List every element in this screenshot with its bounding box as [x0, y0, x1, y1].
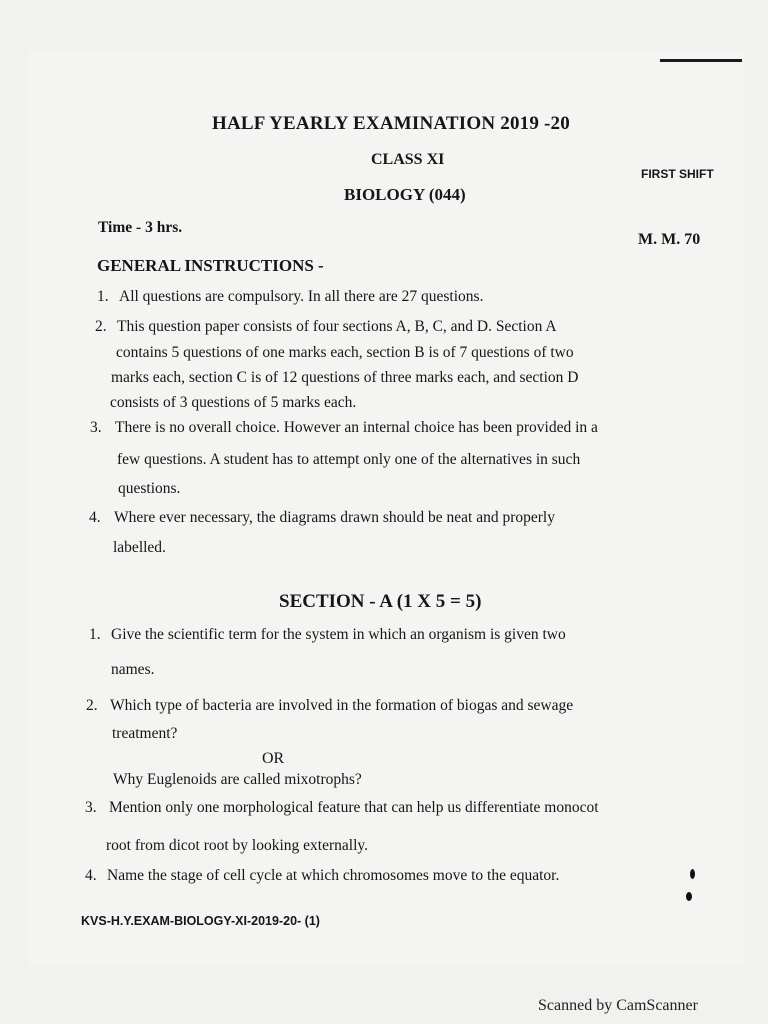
- instruction-3: [90, 420, 598, 436]
- instructions-heading: GENERAL INSTRUCTIONS -: [97, 256, 324, 275]
- instruction-number: 2.: [95, 318, 107, 335]
- question-2: [86, 698, 573, 714]
- instruction-text: All questions are compulsory. In all there are 27 questions.: [119, 288, 484, 305]
- question-1: [89, 627, 566, 643]
- instruction-4-line-2: labelled.: [113, 539, 166, 556]
- question-1-line-2: names.: [111, 661, 155, 678]
- question-text: Name the stage of cell cycle at which chromosomes move to the equator.: [107, 867, 560, 884]
- instruction-text: There is no overall choice. However an internal choice has been provided in a: [115, 419, 598, 436]
- instruction-4: [89, 510, 555, 526]
- subject-label: BIOLOGY (044): [344, 185, 466, 204]
- question-2-line-2: treatment?: [112, 725, 178, 742]
- instruction-number: 3.: [90, 419, 102, 436]
- question-3-line-2: root from dicot root by looking externally.: [106, 837, 369, 854]
- question-number: 3.: [85, 799, 97, 816]
- ink-mark-bottom: [686, 892, 692, 901]
- question-4: [85, 868, 559, 884]
- max-marks-label: M. M. 70: [638, 231, 701, 248]
- or-label: OR: [262, 750, 285, 767]
- class-label: CLASS XI: [371, 151, 445, 168]
- scanner-watermark: Scanned by CamScanner: [538, 997, 698, 1014]
- question-3: [85, 800, 599, 816]
- instruction-text: This question paper consists of four sections A, B, C, and D. Section A: [117, 318, 557, 335]
- shift-label: FIRST SHIFT: [641, 167, 714, 181]
- instruction-text: Where ever necessary, the diagrams drawn should be neat and properly: [114, 509, 555, 526]
- question-text: Which type of bacteria are involved in the formation of biogas and sewage: [110, 697, 574, 714]
- paper-code-footer: KVS-H.Y.EXAM-BIOLOGY-XI-2019-20- (1): [81, 914, 320, 928]
- question-text: Mention only one morphological feature that can help us differentiate monocot: [109, 799, 599, 816]
- question-2-alternative: Why Euglenoids are called mixotrophs?: [113, 771, 362, 788]
- exam-title: HALF YEARLY EXAMINATION 2019 -20: [212, 113, 570, 134]
- section-a-title: SECTION - A (1 X 5 = 5): [279, 591, 482, 612]
- ink-mark-top: [690, 869, 695, 879]
- instruction-1: [97, 289, 483, 305]
- instruction-2-line-2: contains 5 questions of one marks each, section B is of 7 questions of two: [116, 344, 574, 361]
- instruction-3-line-2: few questions. A student has to attempt only one of the alternatives in such: [117, 451, 581, 468]
- question-number: 2.: [86, 697, 98, 714]
- instruction-number: 4.: [89, 509, 101, 526]
- top-edge-line: [660, 59, 742, 62]
- question-number: 1.: [89, 626, 101, 643]
- instruction-2: [95, 319, 557, 335]
- instruction-3-line-3: questions.: [118, 480, 181, 497]
- question-number: 4.: [85, 867, 97, 884]
- instruction-2-line-4: consists of 3 questions of 5 marks each.: [110, 394, 357, 411]
- question-text: Give the scientific term for the system in which an organism is given two: [111, 626, 566, 643]
- time-label: Time - 3 hrs.: [98, 219, 183, 236]
- instruction-number: 1.: [97, 288, 109, 305]
- instruction-2-line-3: marks each, section C is of 12 questions of three marks each, and section D: [111, 369, 579, 386]
